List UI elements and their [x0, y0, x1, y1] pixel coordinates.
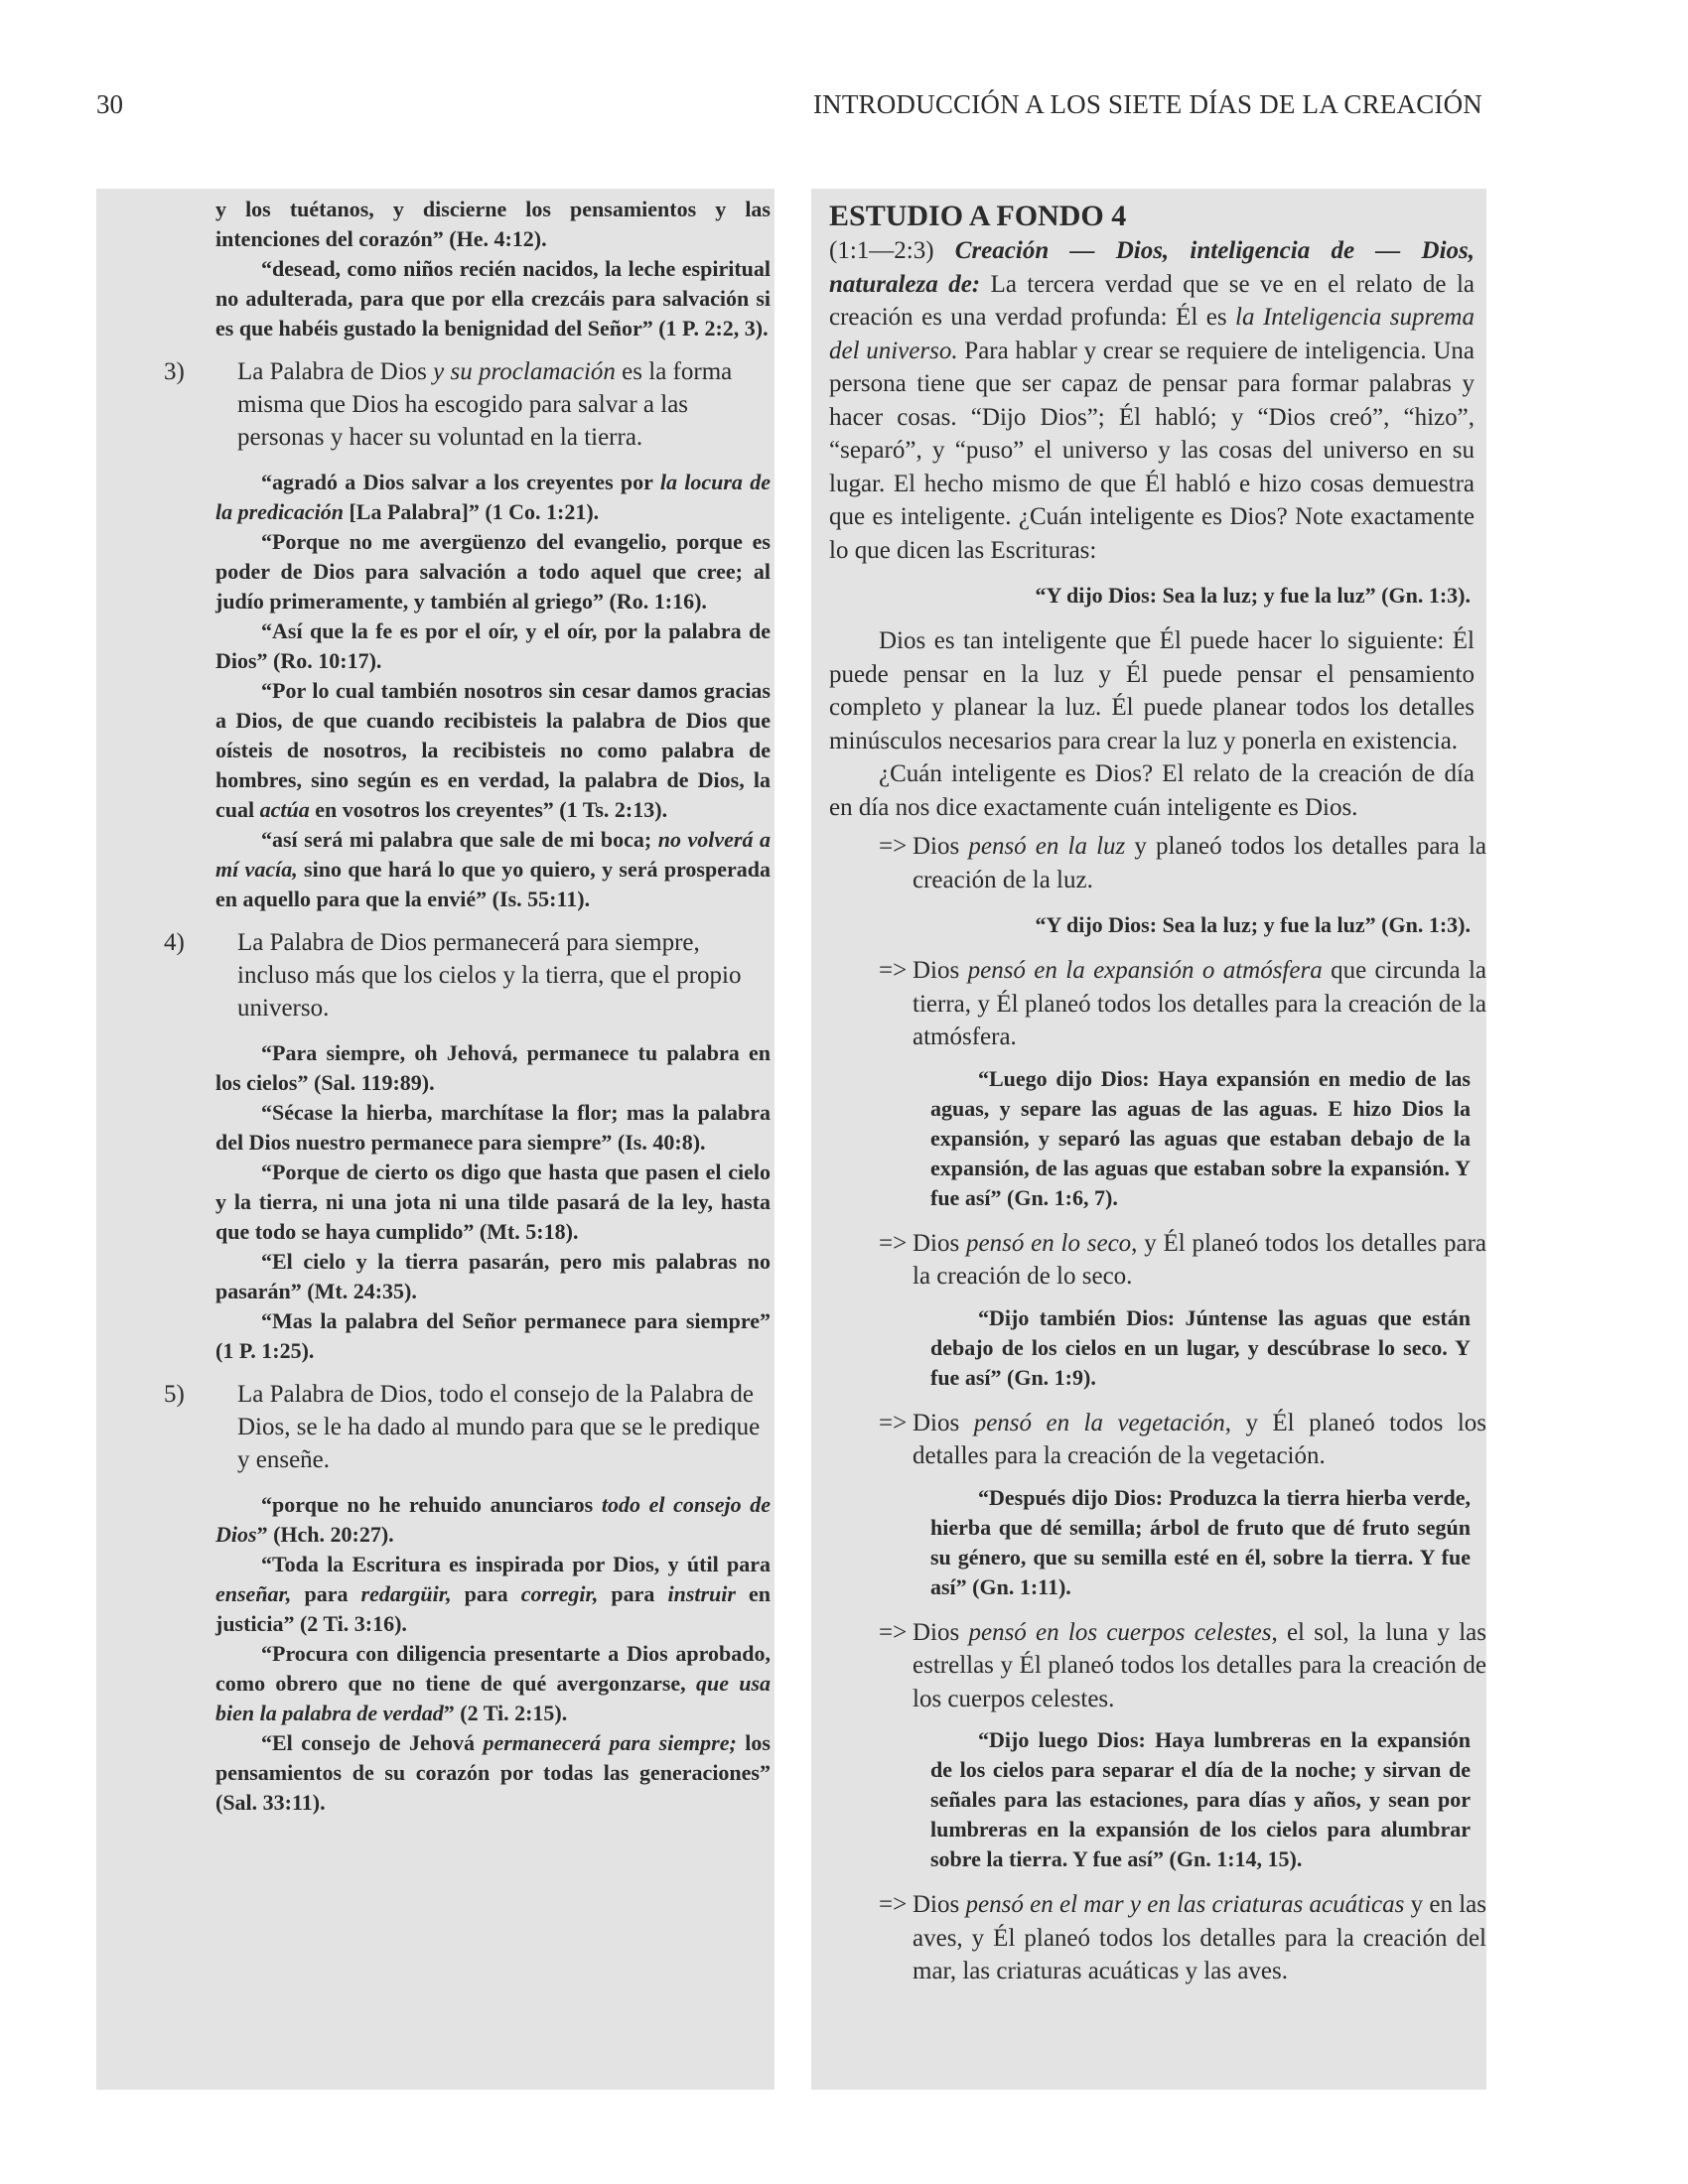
quote: “Luego dijo Dios: Haya expansión en medio de las aguas, y separe las aguas de las aguas. E hizo Dios la expansión, y separó las aguas que estaban debajo de la expansión, de las aguas que estaban sobre la expansión. Y fue así” (Gn. 1:6, 7).: [930, 1065, 1471, 1210]
numbered-point-3: 3) La Palabra de Dios y su proclamación es la forma misma que Dios ha escogido para salvar a las personas y hacer su voluntad en la tierra.: [188, 355, 771, 454]
page-number: 30: [96, 89, 123, 119]
left-column: [96, 189, 774, 2090]
arrow-marker: =>: [879, 1618, 908, 1646]
quote: “Así que la fe es por el oír, y el oír, por la palabra de Dios” (Ro. 10:17).: [215, 618, 771, 673]
arrow-marker: =>: [879, 833, 908, 860]
arrow-item-sea-creatures: => Dios pensó en el mar y en las criaturas acuáticas y en las aves, y Él planeó todos los detalles para la creación del mar, las criaturas acuáticas y las aves.: [829, 1888, 1486, 1988]
arrow-item-vegetation: => Dios pensó en la vegetación, y Él planeó todos los detalles para la creación de la vegetación.: [829, 1407, 1486, 1473]
arrow-marker: =>: [879, 1229, 908, 1257]
quote: “Para siempre, oh Jehová, permanece tu palabra en los cielos” (Sal. 119:89).: [215, 1040, 771, 1095]
right-column: [811, 189, 1486, 2090]
arrow-item-atmosphere: => Dios pensó en la expansión o atmósfera que circunda la tierra, y Él planeó todos los detalles para la creación de la atmósfera.: [829, 954, 1486, 1054]
quote-genesis-1-3: “Y dijo Dios: Sea la luz; y fue la luz” (Gn. 1:3).: [1035, 912, 1471, 937]
quote-block: [930, 1303, 1471, 1393]
quote: “Después dijo Dios: Produzca la tierra hierba verde, hierba que dé semilla; árbol de fruto que dé fruto según su género, que su semilla esté en él, sobre la tierra. Y fue así” (Gn. 1:11).: [930, 1484, 1471, 1599]
quote-continuation: y los tuétanos, y discierne los pensamientos y las intenciones del corazón” (He. 4:12).: [215, 197, 771, 251]
arrow-item-dry-land: => Dios pensó en lo seco, y Él planeó todos los detalles para la creación de lo seco.: [829, 1227, 1486, 1294]
intro-paragraph: (1:1—2:3) Creación — Dios, inteligencia de — Dios, naturaleza de: La tercera verdad que se ve en el relato de la creación es una verdad profunda: Él es la Inteligencia suprema del universo. Para hablar y crear se requiere de inteligencia. Una persona tiene que ser capaz de pensar para formar palabras y hacer cosas. “Dijo Dios”; Él habló; y “Dios creó”, “hizo”, “separó”, y “puso” el universo y las cosas del universo en su lugar. El hecho mismo de que Él habló e hizo cosas demuestra que es inteligente. ¿Cuán inteligente es Dios? Note exactamente lo que dicen las Escrituras:: [829, 237, 1475, 564]
quote-block: [930, 1064, 1471, 1213]
quote: “Procura con diligencia presentarte a Dios aprobado, como obrero que no tiene de qué avergonzarse, que usa bien la palabra de verdad” (2 Ti. 2:15).: [215, 1641, 772, 1725]
point-number: 4): [164, 929, 185, 956]
arrow-marker: =>: [879, 957, 908, 984]
quotes-point-3: [215, 468, 771, 914]
arrow-item-celestial-bodies: => Dios pensó en los cuerpos celestes, el sol, la luna y las estrellas y Él planeó todos los detalles para la creación de los cuerpos celestes.: [829, 1616, 1486, 1716]
quote-block: [930, 1725, 1471, 1874]
quote: “Por lo cual también nosotros sin cesar damos gracias a Dios, de que cuando recibisteis la palabra de Dios que oísteis de nosotros, la recibisteis no como palabra de hombres, sino según es en verdad, la palabra de Dios, la cual actúa en vosotros los creyentes” (1 Ts. 2:13).: [215, 678, 771, 822]
running-title: INTRODUCCIÓN A LOS SIETE DÍAS DE LA CREACIÓN: [812, 89, 1482, 119]
point-number: 5): [164, 1381, 185, 1408]
section-title: ESTUDIO A FONDO 4: [829, 200, 1127, 232]
quote: “Porque no me avergüenzo del evangelio, porque es poder de Dios para salvación a todo aquel que cree; al judío primeramente, y también al griego” (Ro. 1:16).: [215, 529, 771, 614]
arrow-marker: =>: [879, 1891, 908, 1918]
quote-genesis-1-3: “Y dijo Dios: Sea la luz; y fue la luz” (Gn. 1:3).: [1035, 583, 1471, 608]
quote: “Dijo también Dios: Júntense las aguas que están debajo de los cielos en un lugar, y descúbrase lo seco. Y fue así” (Gn. 1:9).: [930, 1304, 1471, 1390]
numbered-point-4: 4) La Palabra de Dios permanecerá para siempre, incluso más que los cielos y la tierra, que el propio universo.: [188, 926, 771, 1024]
quote: “agradó a Dios salvar a los creyentes por la locura de la predicación [La Palabra]” (1 Co. 1:21).: [215, 470, 771, 524]
quotes-point-4: [215, 1038, 771, 1366]
paragraph: ¿Cuán inteligente es Dios? El relato de la creación de día en día nos dice exactamente cuán inteligente es Dios.: [829, 760, 1475, 821]
paragraph: Dios es tan inteligente que Él puede hacer lo siguiente: Él puede pensar en la luz y Él puede pensar el pensamiento completo y planear la luz. Él puede planear todos los detalles minúsculos necesarios para crear la luz y ponerla en existencia.: [829, 627, 1475, 754]
quote: “Sécase la hierba, marchítase la flor; mas la palabra del Dios nuestro permanece para siempre” (Is. 40:8).: [215, 1100, 771, 1155]
quote: “porque no he rehuido anunciaros todo el consejo de Dios” (Hch. 20:27).: [215, 1492, 771, 1547]
quote-block: [930, 1483, 1471, 1602]
quote: “El cielo y la tierra pasarán, pero mis palabras no pasarán” (Mt. 24:35).: [215, 1249, 771, 1303]
quote: “Porque de cierto os digo que hasta que pasen el cielo y la tierra, ni una jota ni una tilde pasará de la ley, hasta que todo se haya cumplido” (Mt. 5:18).: [215, 1160, 771, 1244]
quote: “así será mi palabra que sale de mi boca; no volverá a mí vacía, sino que hará lo que yo quiero, y será prosperada en aquello para que la envié” (Is. 55:11).: [215, 827, 771, 911]
quote: “El consejo de Jehová permanecerá para siempre; los pensamientos de su corazón por todas las generaciones” (Sal. 33:11).: [215, 1730, 771, 1815]
quote: “Mas la palabra del Señor permanece para siempre” (1 P. 1:25).: [215, 1308, 771, 1363]
quote-1-peter: “desead, como niños recién nacidos, la leche espiritual no adulterada, para que por ella crezcáis para salvación si es que habéis gustado la benignidad del Señor” (1 P. 2:2, 3).: [215, 256, 771, 341]
quote: “Toda la Escritura es inspirada por Dios, y útil para enseñar, para redargüir, para corregir, para instruir en justicia” (2 Ti. 3:16).: [215, 1552, 772, 1636]
numbered-point-5: 5) La Palabra de Dios, todo el consejo de la Palabra de Dios, se le ha dado al mundo para que se le predique y enseñe.: [188, 1378, 771, 1476]
arrow-marker: =>: [879, 1409, 908, 1436]
arrow-item-light: => Dios pensó en la luz y planeó todos los detalles para la creación de la luz.: [829, 830, 1486, 896]
point-number: 3): [164, 358, 185, 385]
quotes-point-5: [215, 1490, 771, 1818]
quote: “Dijo luego Dios: Haya lumbreras en la expansión de los cielos para separar el día de la noche; y sirvan de señales para las estaciones, para días y años, y sean por lumbreras en la expansión de los cielos para alumbrar sobre la tierra. Y fue así” (Gn. 1:14, 15).: [930, 1727, 1471, 1871]
